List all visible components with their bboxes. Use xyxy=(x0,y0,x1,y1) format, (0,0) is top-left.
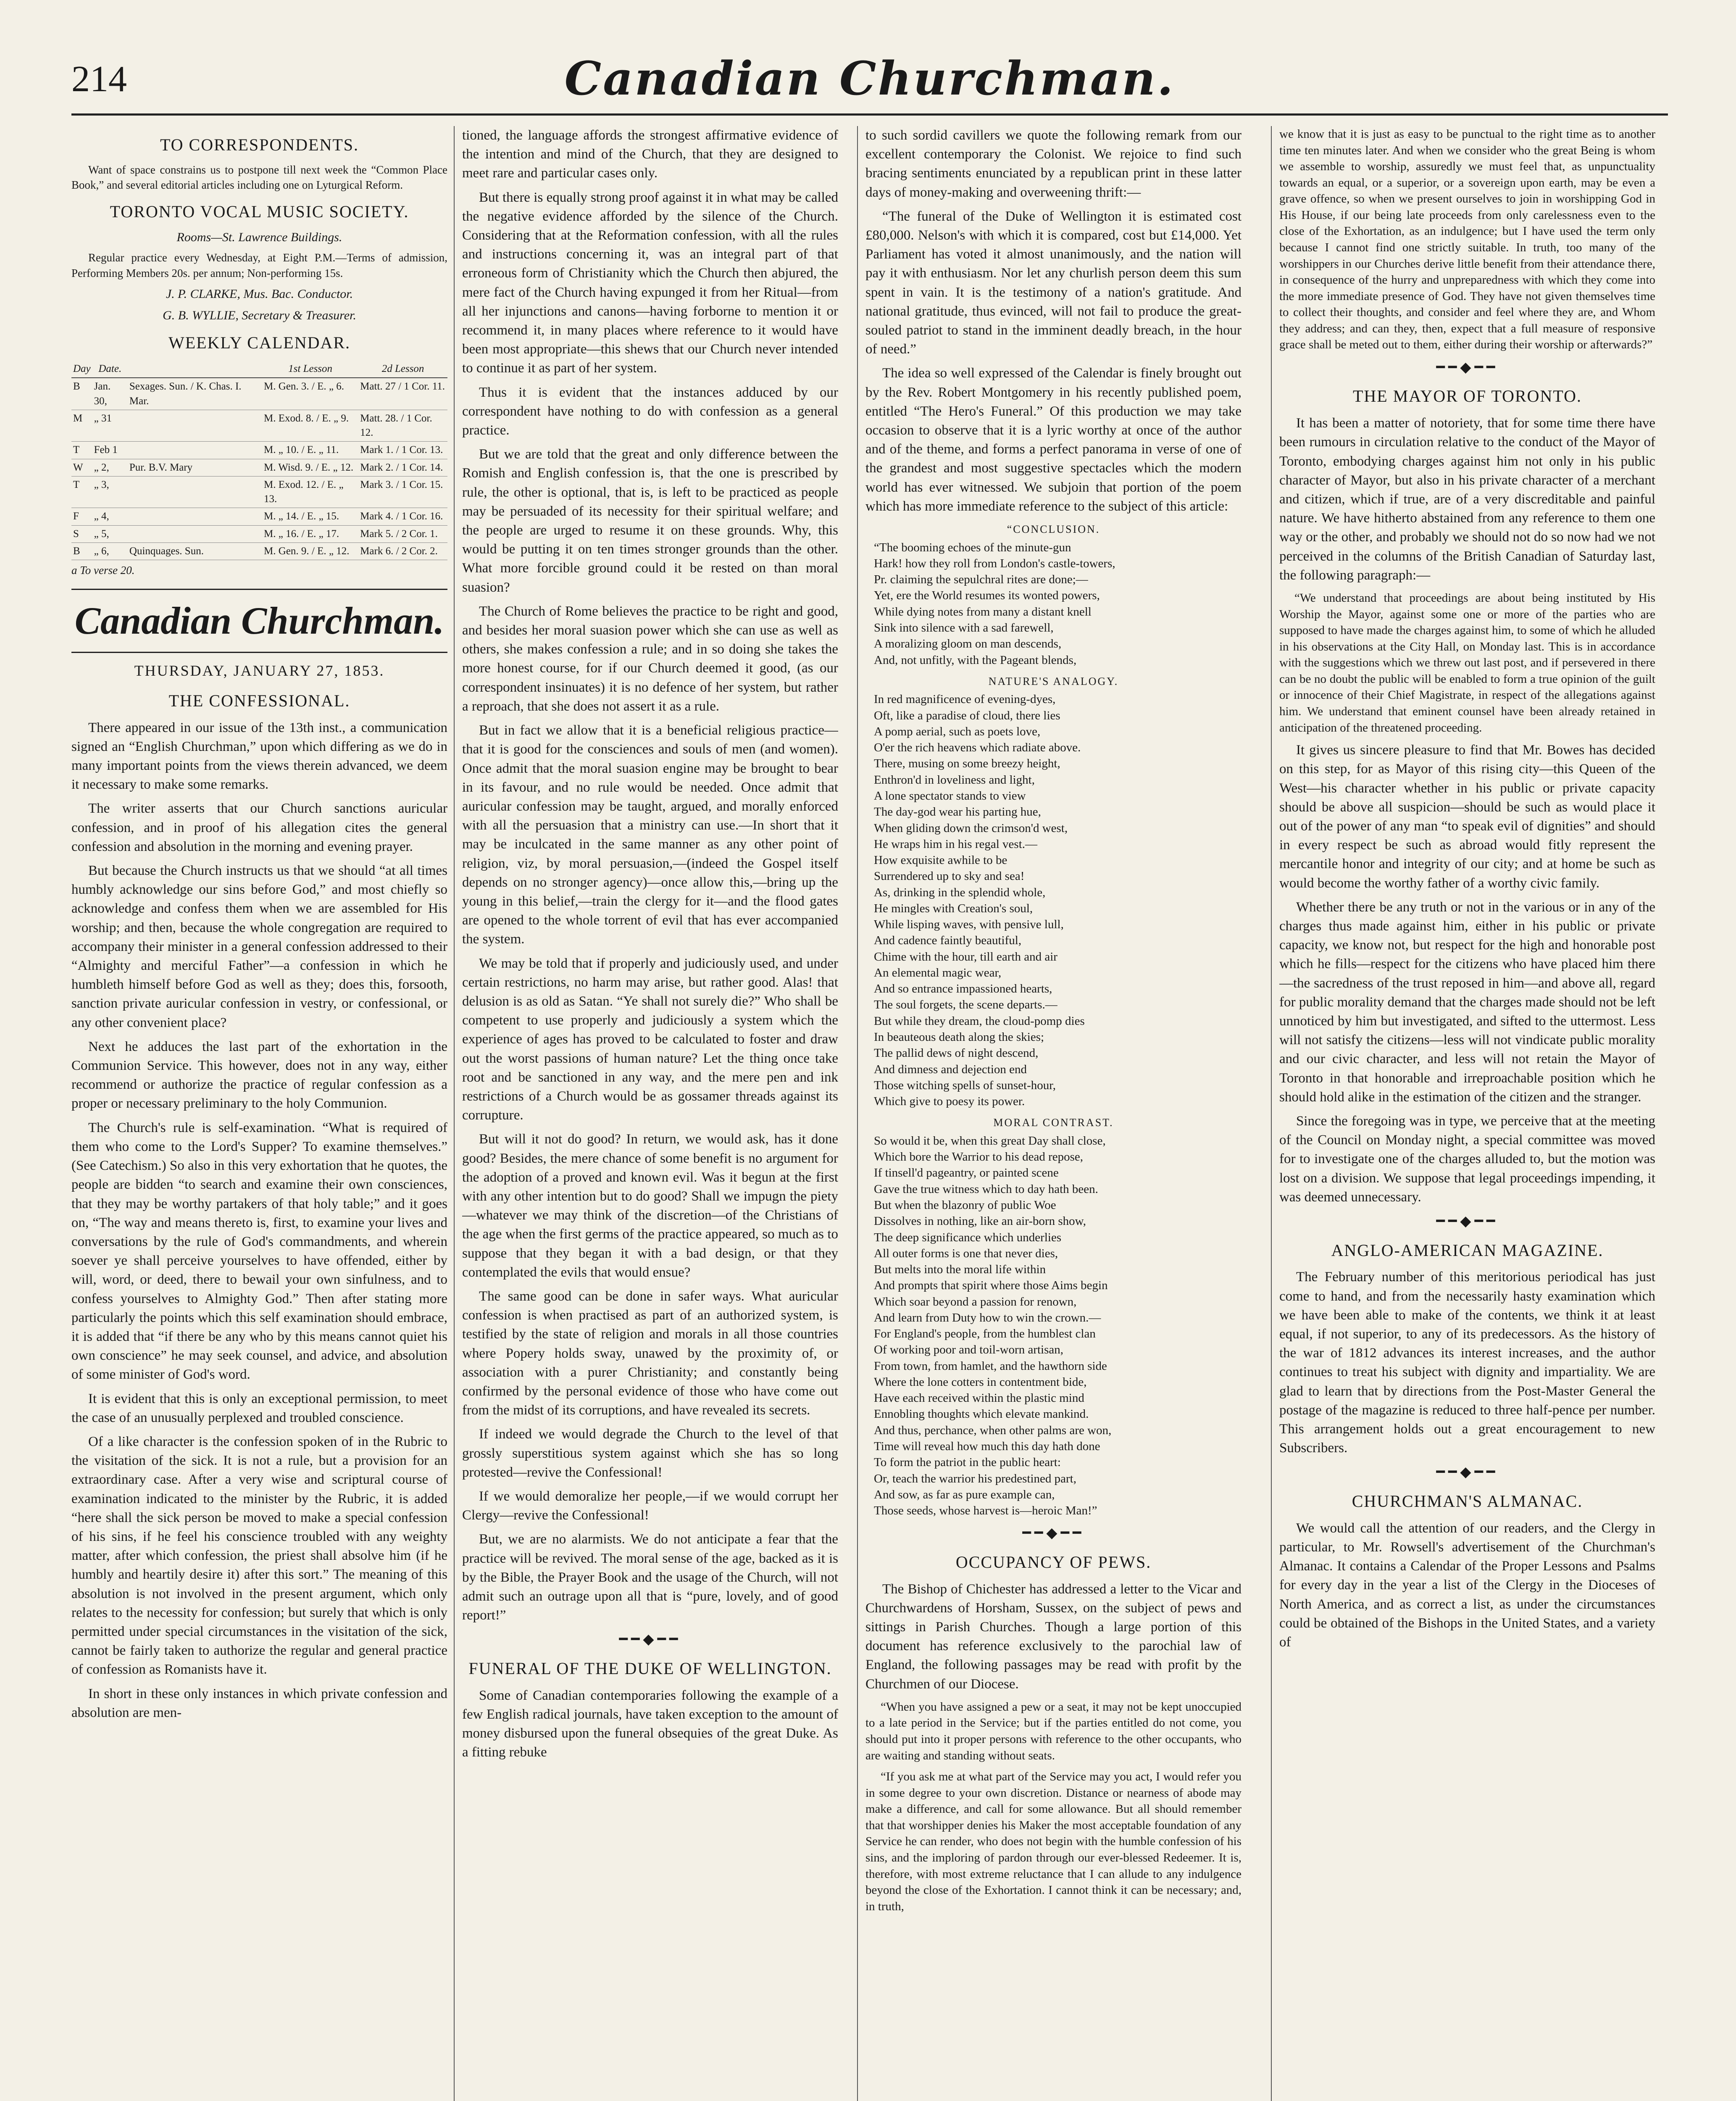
calendar-name: Sexages. Sun. / K. Chas. I. Mar. xyxy=(128,378,262,410)
poem-line: Oft, like a paradise of cloud, there lies xyxy=(874,708,1060,722)
calendar-first-lesson: M. „ 10. / E. „ 11. xyxy=(262,442,358,459)
calendar-first-lesson: M. Exod. 12. / E. „ 13. xyxy=(262,476,358,508)
poem-line: To form the patriot in the public heart: xyxy=(874,1456,1061,1469)
poem-line: O'er the rich heavens which radiate above. xyxy=(874,741,1081,755)
calendar-col-first: 1st Lesson xyxy=(262,361,358,378)
pews-quote xyxy=(865,1699,1242,1914)
calendar-day: B xyxy=(71,542,92,560)
poem-line: Hark! how they roll from London's castle-towers, xyxy=(874,556,1115,570)
calendar-first-lesson: M. Gen. 9. / E. „ 12. xyxy=(262,542,358,560)
poem-line: But while they dream, the cloud-pomp dies xyxy=(874,1014,1085,1028)
poem-line: There, musing on some breezy height, xyxy=(874,757,1060,771)
almanac-heading: CHURCHMAN'S ALMANAC. xyxy=(1352,1492,1583,1511)
society-secretary: G. B. WYLLIE, Secretary & Treasurer. xyxy=(163,308,356,322)
calendar-day: M xyxy=(71,410,92,442)
column-1 xyxy=(71,126,447,2101)
pews-quote-paragraph: “If you ask me at what part of the Service may you act, I would refer you in some degree to your own discretion. Distance or nearness of abode may make a difference, and call for some allowance. But all should remember that that worshipper denies his Maker the most acceptable foundation of any Service he can render, who does not begin with the humble confession of his sins, and the imploring of pardon through our ever-blessed Redeemer. It is, therefore, with most extreme reluctance that I can allude to any indulgence beyond the close of the Exhortation. I cannot think it can be necessary; and, in truth, xyxy=(865,1770,1242,1913)
calendar-second-lesson: Matt. 27 / 1 Cor. 11. xyxy=(358,378,447,410)
confessional-paragraph: The Church's rule is self-examination. “What is required of them who come to the Lord's Supper? To examine themselves.” (See Catechism.) So also in this very exhortation that he quotes, the people are bidden “to search and examine their own consciences, that they may be worthy partakers of that holy table;” and it goes on, “The way and means thereto is, first, to examine your lives and conversations by the rule of God's commandments, and wherein soever ye shall perceive yourselves to have offended, either by will, word, or deed, there to bewail your own sinfulness, and to confess yourselves to Almighty God.” Then after stating more particularly the points which this self examination should embrace, it is added that “if there be any who by this means cannot quiet his own conscience” he may seek counsel, and advice, and absolution of some minister of God's word. xyxy=(71,1120,447,1382)
pews-paragraph: The Bishop of Chichester has addressed a letter to the Vicar and Churchwardens of Horsham, Sussex, on the subject of pews and sittings in Parish Churches. Though a large portion of this document has reference exclusively to the parochial law of England, the following passages may be read with profit by the Churchmen of our Diocese. xyxy=(865,1581,1242,1692)
calendar-date: Jan. 30, xyxy=(92,378,128,410)
pews-heading: OCCUPANCY OF PEWS. xyxy=(955,1552,1152,1572)
calendar-second-lesson: Matt. 28. / 1 Cor. 12. xyxy=(358,410,447,442)
confessional-paragraph: But because the Church instructs us that we should “at all times humbly acknowledge our sins before God,” and most chiefly so acknowledge and confess them when we are assembled for His worship; and then, because the whole congregation are required to accompany their minister in a general confession addressed to their “Almighty and merciful Father”—a confession in which he humbleth himself before God as well as they; does this, forsooth, sanction private auricular confession in vestry, or confessional, or any other convenient place? xyxy=(71,863,447,1030)
poem-line: In beauteous death along the skies; xyxy=(874,1030,1044,1044)
poem-line: Which soar beyond a passion for renown, xyxy=(874,1295,1077,1309)
society-conductor: J. P. CLARKE, Mus. Bac. Conductor. xyxy=(166,287,353,301)
poem-line: The soul forgets, the scene departs.— xyxy=(874,998,1057,1012)
poem-line: And cadence faintly beautiful, xyxy=(874,934,1022,948)
calendar-first-lesson: M. Wisd. 9. / E. „ 12. xyxy=(262,459,358,476)
funeral-paragraph: to such sordid cavillers we quote the following remark from our excellent contemporary the Colonist. We rejoice to find such bracing sentiments enunciated by a republican print in these latter days of money-making and overweening thrift:— xyxy=(865,128,1242,200)
poem-line: From town, from hamlet, and the hawthorn side xyxy=(874,1359,1107,1373)
almanac-paragraph: We would call the attention of our readers, and the Clergy in particular, to Mr. Rowsell's advertisement of the Churchman's Almanac. It contains a Calendar of the Proper Lessons and Psalms for every day in the year a list of the Clergy in the Dioceses of North America, and as correct a list, as under the circumstances could be obtained of the Bishops in the United States, and a variety of xyxy=(1279,1520,1655,1650)
poem-line: While dying notes from many a distant knell xyxy=(874,605,1092,619)
poem-line: Pr. claiming the sepulchral rites are done;— xyxy=(874,573,1088,587)
calendar-col-name xyxy=(128,361,262,378)
section-divider: ━━◆━━ xyxy=(1436,359,1499,375)
society-practice: Regular practice every Wednesday, at Eight P.M.—Terms of admission, Performing Members 20s. per annum; Non-performing 15s. xyxy=(71,251,447,279)
poem-line: He wraps him in his regal vest.— xyxy=(874,837,1038,851)
calendar-col-day: Day xyxy=(71,361,92,378)
calendar-col-date: Date. xyxy=(92,361,128,378)
nameplate: Canadian Churchman. xyxy=(71,589,447,653)
mayor-paragraph: Whether there be any truth or not in the various or in any of the charges thus made against him, either in his public or private capacity, we know not, but respect for the high and honorable post which he fills—respect for the citizens who have placed him there—the sacredness of the trust reposed in him—and above all, regard for public morality demand that the charges made should not be left unnoticed by him but investigated, and sifted to the uttermost. Less will not satisfy the citizens—less will not vindicate public morality and our civic character, and less will not retain the Mayor of Toronto in that honorable and irreproachable position which he should hold alike in the estimation of the citizen and the stranger. xyxy=(1279,899,1655,1105)
calendar-date: „ 3, xyxy=(92,476,128,508)
funeral-heading: FUNERAL OF THE DUKE OF WELLINGTON. xyxy=(468,1659,832,1678)
calendar-row xyxy=(71,476,447,508)
calendar-second-lesson: Mark 5. / 2 Cor. 1. xyxy=(358,525,447,542)
confessional-paragraph: tioned, the language affords the strongest affirmative evidence of the intention and mind of the Church, that they are designed to meet rare and particular cases only. xyxy=(462,128,838,181)
poem-line: Which give to poesy its power. xyxy=(874,1095,1025,1108)
confessional-paragraph: The same good can be done in safer ways. What auricular confession is when practised as part of an authorized system, is testified by the state of religion and morals in all those countries where Popery holds sway, unawed by the proximity of, or association with a purer Christianity; and constantly being confirmed by the personal evidence of those who have come out from the midst of its corruptions, and have revealed its secrets. xyxy=(462,1288,838,1418)
calendar-date: „ 2, xyxy=(92,459,128,476)
calendar-row xyxy=(71,508,447,525)
poem-line: But when the blazonry of public Woe xyxy=(874,1198,1056,1212)
poem-line: And dimness and dejection end xyxy=(874,1062,1027,1076)
funeral-paragraph: The idea so well expressed of the Calendar is finely brought out by the Rev. Robert Montgomery in his recently published poem, entitled “The Hero's Funeral.” Of this production we may take occasion to observe that it is a lyric worthy at once of the author and of the theme, and forms a perfect panorama in verse of one of the grandest and most suggestive spectacles which the modern world has ever witnessed. We subjoin that portion of the poem which has more immediate reference to the subject of this article: xyxy=(865,366,1242,514)
society-heading: TORONTO VOCAL MUSIC SOCIETY. xyxy=(110,202,409,221)
correspondents-heading: TO CORRESPONDENTS. xyxy=(160,135,359,154)
confessional-paragraph: The Church of Rome believes the practice to be right and good, and besides her moral suasion power which she can use as well as others, she makes confession a rule; and in so doing she takes the more honest course, for if our Church deemed it good, (as our correspondent insinuates) it is no defence of her system, but rather a reproach, that she does not assert it as a rule. xyxy=(462,603,838,714)
calendar-day: B xyxy=(71,378,92,410)
mayor-paragraph: Since the foregoing was in type, we perceive that at the meeting of the Council on Monday night, a special committee was moved for to investigate one of the charges alluded to, but the motion was lost on a division. We suppose that legal proceedings impending, it was deemed unnecessary. xyxy=(1279,1114,1655,1205)
pews-quote-paragraph: we know that it is just as easy to be punctual to the right time as to another time ten minutes later. And when we consider who the great Being is whom we assemble to worship, assuredly we must feel that, as unpunctuality towards an equal, or a superior, or a sovereign upon earth, may be even a grave offence, so when we present ourselves to join in worshipping God in His House, if our being late proceeds from only carelessness even to the close of the Exhortation, as an indulgence; but I have used the term only because I cannot find one strictly suitable. In truth, too many of the worshippers in our Churches derive little benefit from their attendance there, in consequence of the hurry and unpreparedness with which they come into the more immediate presence of God. They have not given themselves time to collect their thoughts, and consider and feel where they are, and Whom they address; and can they, then, expect that a full measure of responsive grace shall be meted out to them, either during their worship or afterwards?” xyxy=(1279,127,1655,352)
confessional-paragraph: If indeed we would degrade the Church to the level of that grossly superstitious system against which she has so long protested—revive the Confessional! xyxy=(462,1427,838,1480)
calendar-day: T xyxy=(71,442,92,459)
confessional-heading: THE CONFESSIONAL. xyxy=(168,691,350,710)
magazine-paragraph: The February number of this meritorious periodical has just come to hand, and from the necessarily hasty examination which we have been able to make of the contents, we think it at least equal, if not superior, to any of its predecessors. As the history of the war of 1812 advances its interest increases, and the author continues to treat his subject with dignity and impartiality. We are glad to learn that by directions from the Post-Master General the postage of the magazine is reduced to three half-pence per number. This arrangement holds out a great encouragement to new Subscribers. xyxy=(1279,1269,1655,1456)
calendar-first-lesson: M. „ 16. / E. „ 17. xyxy=(262,525,358,542)
column-2 xyxy=(462,126,838,2101)
calendar-second-lesson: Mark 1. / 1 Cor. 13. xyxy=(358,442,447,459)
poem-section-heading: NATURE'S ANALOGY. xyxy=(988,675,1119,687)
poem-line: If tinsell'd pageantry, or painted scene xyxy=(874,1166,1059,1180)
calendar-row xyxy=(71,378,447,410)
poem-line: He mingles with Creation's soul, xyxy=(874,901,1033,915)
page-number: 214 xyxy=(71,59,127,100)
poem-line: For England's people, from the humblest clan xyxy=(874,1327,1096,1341)
confessional-paragraph: But in fact we allow that it is a beneficial religious practice—that it is good for the consciences and souls of men (and women). Once admit that the moral suasion engine may be brought to bear in its favour, and no rule would be needed. Once admit that auricular confession may be taught, argued, and morally enforced with all the persuasion that a ministry can use.—In short that it may be inculcated in the same manner as any other point of religion, viz, by moral persuasion,—(indeed the Gospel itself depends on no stronger agency)—once allow this,—bring up the young in this belief,—train the clergy for it—and the flood gates are opened to the whole torrent of evil that has ever accompanied the system. xyxy=(462,723,838,947)
pews-quote-continued xyxy=(1279,126,1655,353)
poem-line: All outer forms is one that never dies, xyxy=(874,1246,1058,1260)
mayor-paragraph: It gives us sincere pleasure to find that Mr. Bowes has decided on this step, for as Mayor of this rising city—this Queen of the West—his character whether in his public or private capacity should be above all suspicion—should be such as would place it out of the power of any man “to speak evil of dignities” and should in every respect be such as abroad would fitly represent the mercantile honor and integrity of our city; and at home be such as would become the worthy father of a worthy civic family. xyxy=(1279,742,1655,891)
poem-line: So would it be, when this great Day shall close, xyxy=(874,1134,1106,1148)
calendar-footnote: a To verse 20. xyxy=(71,564,135,577)
calendar-date: „ 6, xyxy=(92,542,128,560)
section-divider: ━━◆━━ xyxy=(1022,1525,1085,1541)
calendar-date: „ 4, xyxy=(92,508,128,525)
calendar-row xyxy=(71,442,447,459)
calendar-name xyxy=(128,508,262,525)
calendar-day: S xyxy=(71,525,92,542)
calendar-row xyxy=(71,459,447,476)
poem-line: Enthron'd in loveliness and light, xyxy=(874,773,1035,787)
poem-line: But melts into the moral life within xyxy=(874,1263,1046,1277)
poem-line: And so entrance impassioned hearts, xyxy=(874,982,1052,996)
calendar-day: W xyxy=(71,459,92,476)
running-title: Canadian Churchman. xyxy=(564,51,1175,105)
poem-line: And sow, as far as pure example can, xyxy=(874,1488,1055,1501)
calendar-second-lesson: Mark 3. / 1 Cor. 15. xyxy=(358,476,447,508)
calendar-name: Quinquages. Sun. xyxy=(128,542,262,560)
poem-line: And prompts that spirit where those Aims begin xyxy=(874,1279,1108,1293)
confessional-paragraph: Of a like character is the confession spoken of in the Rubric to the visitation of the sick. It is not a rule, but a provision for an extraordinary case. After a very wise and scriptural course of examination indicated to the minister by the Rubric, it is added “here shall the sick person be moved to make a special confession of his sins, if he feel his conscience troubled with any weighty matter, after which confession, the priest shall absolve him (if he humbly and heartily desire it) after this sort.” The meaning of this absolution is not involved in the present argument, which only relates to the necessity for confession; but surely that which is only permitted under special circumstances in the visitation of the sick, cannot be fairly taken to authorize the regular and general practice of confession as Romanists have it. xyxy=(71,1434,447,1677)
calendar-name xyxy=(128,442,262,459)
calendar-first-lesson: M. „ 14. / E. „ 15. xyxy=(262,508,358,525)
poem-line: Ennobling thoughts which elevate mankind. xyxy=(874,1407,1089,1421)
funeral-paragraph: Some of Canadian contemporaries following the example of a few English radical journals, have taken exception to the amount of money disbursed upon the funeral obsequies of the great Duke. As a fitting rebuke xyxy=(462,1688,838,1760)
confessional-paragraph: But there is equally strong proof against it in what may be called the negative evidence afforded by the silence of the Church. Considering that at the Reformation confession, with all the rules and instructions concerning it, was an integral part of that erroneous form of Christianity which the Church then abjured, the mere fact of the Church having expunged it from her Ritual—from all her injunctions and canons—having forborne to mention it or recommend it, in many places where reference to it would have been most appropriate—this shews that our Church never intended to continue it as part of her system. xyxy=(462,190,838,376)
poem-line: A moralizing gloom on man descends, xyxy=(874,637,1062,651)
poem-line: And, not unfitly, with the Pageant blends, xyxy=(874,653,1077,667)
poem-stanza xyxy=(874,691,1242,1109)
correspondents-text: Want of space constrains us to postpone till next week the “Common Place Book,” and several editorial articles including one on Lyturgical Reform. xyxy=(71,163,447,192)
column-4 xyxy=(1279,126,1655,2101)
calendar-day: F xyxy=(71,508,92,525)
poem-line: And thus, perchance, when other palms are won, xyxy=(874,1423,1112,1437)
confessional-paragraph: Thus it is evident that the instances adduced by our correspondent have nothing to do with confession as a general practice. xyxy=(462,384,838,438)
poem-line: Of working poor and toil-worn artisan, xyxy=(874,1343,1064,1357)
calendar-heading: WEEKLY CALENDAR. xyxy=(168,333,351,353)
calendar-date: Feb 1 xyxy=(92,442,128,459)
poem-line: Gave the true witness which to day hath been. xyxy=(874,1182,1098,1196)
masthead xyxy=(71,50,1668,116)
mayor-quote-paragraph: “We understand that proceedings are about being instituted by His Worship the Mayor, against some one or more of the parties who are supposed to have made the charges against him, to some of which he alluded in his observations at the City Hall, on Monday last. This is in accordance with the suggestions which we threw out last post, and if persevered in there can be no doubt the public will be enabled to form a true opinion of the guilt or innocence of their Chief Magistrate, in respect of the allegations against him. We understand that eminent counsel have been already retained in anticipation of the threatened proceeding. xyxy=(1279,591,1655,735)
calendar-first-lesson: M. Exod. 8. / E. „ 9. xyxy=(262,410,358,442)
calendar-day: T xyxy=(71,476,92,508)
poem-section-heading: MORAL CONTRAST. xyxy=(993,1116,1114,1129)
weekly-calendar xyxy=(71,361,447,560)
poem-line: Time will reveal how much this day hath done xyxy=(874,1439,1100,1453)
calendar-date: „ 31 xyxy=(92,410,128,442)
poem-line: Those seeds, whose harvest is—heroic Man!” xyxy=(874,1504,1097,1518)
confessional-paragraph: If we would demoralize her people,—if we would corrupt her Clergy—revive the Confessional! xyxy=(462,1489,838,1523)
column-rule xyxy=(857,126,858,2101)
calendar-col-second: 2d Lesson xyxy=(358,361,447,378)
confessional-paragraph: We may be told that if properly and judiciously used, and under certain restrictions, no harm may arise, but rather good. Alas! that delusion is as old as Satan. “Ye shall not surely die?” Who shall be competent to use properly and judiciously a system which the experience of ages has proved to be calculated to foster and draw out the worst passions of human nature? Let the thing once take root and be sanctioned in any way, and the mere pen and ink restrictions of a Church would be as gossamer threads against its corrupture. xyxy=(462,956,838,1123)
poem-line: Yet, ere the World resumes its wonted powers, xyxy=(874,589,1100,603)
poem-line: The pallid dews of night descend, xyxy=(874,1046,1039,1060)
poem-line: Where the lone cotters in contentment bide, xyxy=(874,1375,1087,1389)
dateline: THURSDAY, JANUARY 27, 1853. xyxy=(134,662,385,679)
column-rule xyxy=(454,126,455,2101)
calendar-first-lesson: M. Gen. 3. / E. „ 6. xyxy=(262,378,358,410)
column-3 xyxy=(865,126,1242,2101)
poem-line: Surrendered up to sky and sea! xyxy=(874,869,1025,883)
section-divider: ━━◆━━ xyxy=(1436,1214,1499,1230)
poem-line: As, drinking in the splendid whole, xyxy=(874,885,1046,899)
calendar-second-lesson: Mark 4. / 1 Cor. 16. xyxy=(358,508,447,525)
poem-line: Dissolves in nothing, like an air-born show, xyxy=(874,1214,1086,1228)
poem-line: While lisping waves, with pensive lull, xyxy=(874,918,1064,932)
confessional-paragraph: But will it not do good? In return, we would ask, has it done good? Besides, the mere chance of some benefit is no argument for the adoption of a proved and known evil. Was it begun at the first with any other intention but to do good? Shall we impugn the piety—whatever we may think of the discretion—of the Christians of the age when the first germs of the practice appeared, so much as to suppose that they began it with a bad design, or that they contemplated the evils that would ensue? xyxy=(462,1132,838,1280)
section-divider: ━━◆━━ xyxy=(619,1632,681,1648)
mayor-quote xyxy=(1279,590,1655,736)
poem-line: Have each received within the plastic mind xyxy=(874,1391,1084,1405)
confessional-paragraph: There appeared in our issue of the 13th inst., a communication signed an “English Churchman,” upon which differing as we do in many important points from the views therein advanced, we deem it necessary to make some remarks. xyxy=(71,720,447,792)
pews-quote-paragraph: “When you have assigned a pew or a seat, it may not be kept unoccupied to a late period in the Service; but if the parties entitled do not come, you should put into it proper persons with reference to the other occupants, who are waiting and standing without seats. xyxy=(865,1700,1242,1762)
poem-line: Which bore the Warrior to his dead repose, xyxy=(874,1150,1084,1164)
poem-stanza xyxy=(874,540,1242,668)
poem-line: Those witching spells of sunset-hour, xyxy=(874,1078,1056,1092)
magazine-heading: ANGLO-AMERICAN MAGAZINE. xyxy=(1331,1240,1604,1260)
society-rooms: Rooms—St. Lawrence Buildings. xyxy=(176,230,342,244)
poem-line: Or, teach the warrior his predestined part, xyxy=(874,1472,1076,1485)
calendar-name: Pur. B.V. Mary xyxy=(128,459,262,476)
calendar-name xyxy=(128,525,262,542)
confessional-paragraph: But we are told that the great and only difference between the Romish and English confession is, that the one is prescribed by rule, the other is optional, that is, is left to be practiced as people may be persuaded of its necessity for their spiritual welfare; and the people are urged to resume it on these grounds. Why, this would be putting it on ten times stronger grounds than the other. What more forcible ground could it be rested on than moral suasion? xyxy=(462,447,838,595)
poem-line: How exquisite awhile to be xyxy=(874,853,1007,867)
poem-line: In red magnificence of evening-dyes, xyxy=(874,692,1056,706)
poem-line: The deep significance which underlies xyxy=(874,1230,1062,1244)
poem-line: The day-god wear his parting hue, xyxy=(874,805,1041,819)
poem-line: “The booming echoes of the minute-gun xyxy=(874,540,1071,554)
poem-line: A lone spectator stands to view xyxy=(874,789,1026,803)
poem-line: And learn from Duty how to win the crown.— xyxy=(874,1311,1101,1324)
calendar-name xyxy=(128,476,262,508)
calendar-row xyxy=(71,542,447,560)
confessional-paragraph: But, we are no alarmists. We do not anticipate a fear that the practice will be revived. The moral sense of the age, backed as it is by the Bible, the Prayer Book and the usage of the Church, will not admit such an outrage upon all that is “pure, lovely, and of good report!” xyxy=(462,1532,838,1623)
funeral-paragraph: “The funeral of the Duke of Wellington it is estimated cost £80,000. Nelson's with which it is compared, cost but £14,000. Yet Parliament has voted it almost unanimously, and the nation will pay it with enthusiasm. Nor let any churlish person deem this sum spent in vain. It is the testimony of a nation's gratitude. And national gratitude, thus evinced, will not fail to produce the great-souled patriot to stand in the imminent deadly breach, in the hour of need.” xyxy=(865,208,1242,357)
poem-line: When gliding down the crimson'd west, xyxy=(874,821,1068,835)
calendar-name xyxy=(128,410,262,442)
confessional-paragraph: It is evident that this is only an exceptional permission, to meet the case of an unusually perplexed and troubled conscience. xyxy=(71,1391,447,1425)
poem-line: A pomp aerial, such as poets love, xyxy=(874,724,1041,738)
calendar-row xyxy=(71,525,447,542)
calendar-date: „ 5, xyxy=(92,525,128,542)
poem-line: Chime with the hour, till earth and air xyxy=(874,950,1057,964)
confessional-paragraph: The writer asserts that our Church sanctions auricular confession, and in proof of his allegation cites the general confession and absolution in the morning and evening prayer. xyxy=(71,801,447,854)
calendar-second-lesson: Mark 6. / 2 Cor. 2. xyxy=(358,542,447,560)
poem-stanza xyxy=(874,1133,1242,1519)
poem-section-heading: “CONCLUSION. xyxy=(1007,523,1100,536)
calendar-second-lesson: Mark 2. / 1 Cor. 14. xyxy=(358,459,447,476)
poem-line: Sink into silence with a sad farewell, xyxy=(874,621,1054,635)
calendar-row xyxy=(71,410,447,442)
mayor-paragraph: It has been a matter of notoriety, that for some time there have been rumours in circulation relative to the conduct of the Mayor of Toronto, embodying charges against him not only in his public character of Mayor, but also in his private character of a merchant and citizen, which if true, are of a very discreditable and painful nature. We have hitherto abstained from any reference to them one way or the other, and probably we should not do so now had we not perceived in the columns of the British Canadian of Saturday last, the following paragraph:— xyxy=(1279,416,1655,583)
mayor-heading: THE MAYOR OF TORONTO. xyxy=(1352,387,1582,406)
section-divider: ━━◆━━ xyxy=(1436,1464,1499,1480)
column-rule xyxy=(1271,126,1272,2101)
confessional-paragraph: In short in these only instances in which private confession and absolution are men- xyxy=(71,1686,447,1720)
poem-line: An elemental magic wear, xyxy=(874,966,1002,979)
confessional-paragraph: Next he adduces the last part of the exhortation in the Communion Service. This however, does not in any way, either recommend or authorize the practice of regular confession as a proper or necessary preliminary to the holy Communion. xyxy=(71,1039,447,1111)
